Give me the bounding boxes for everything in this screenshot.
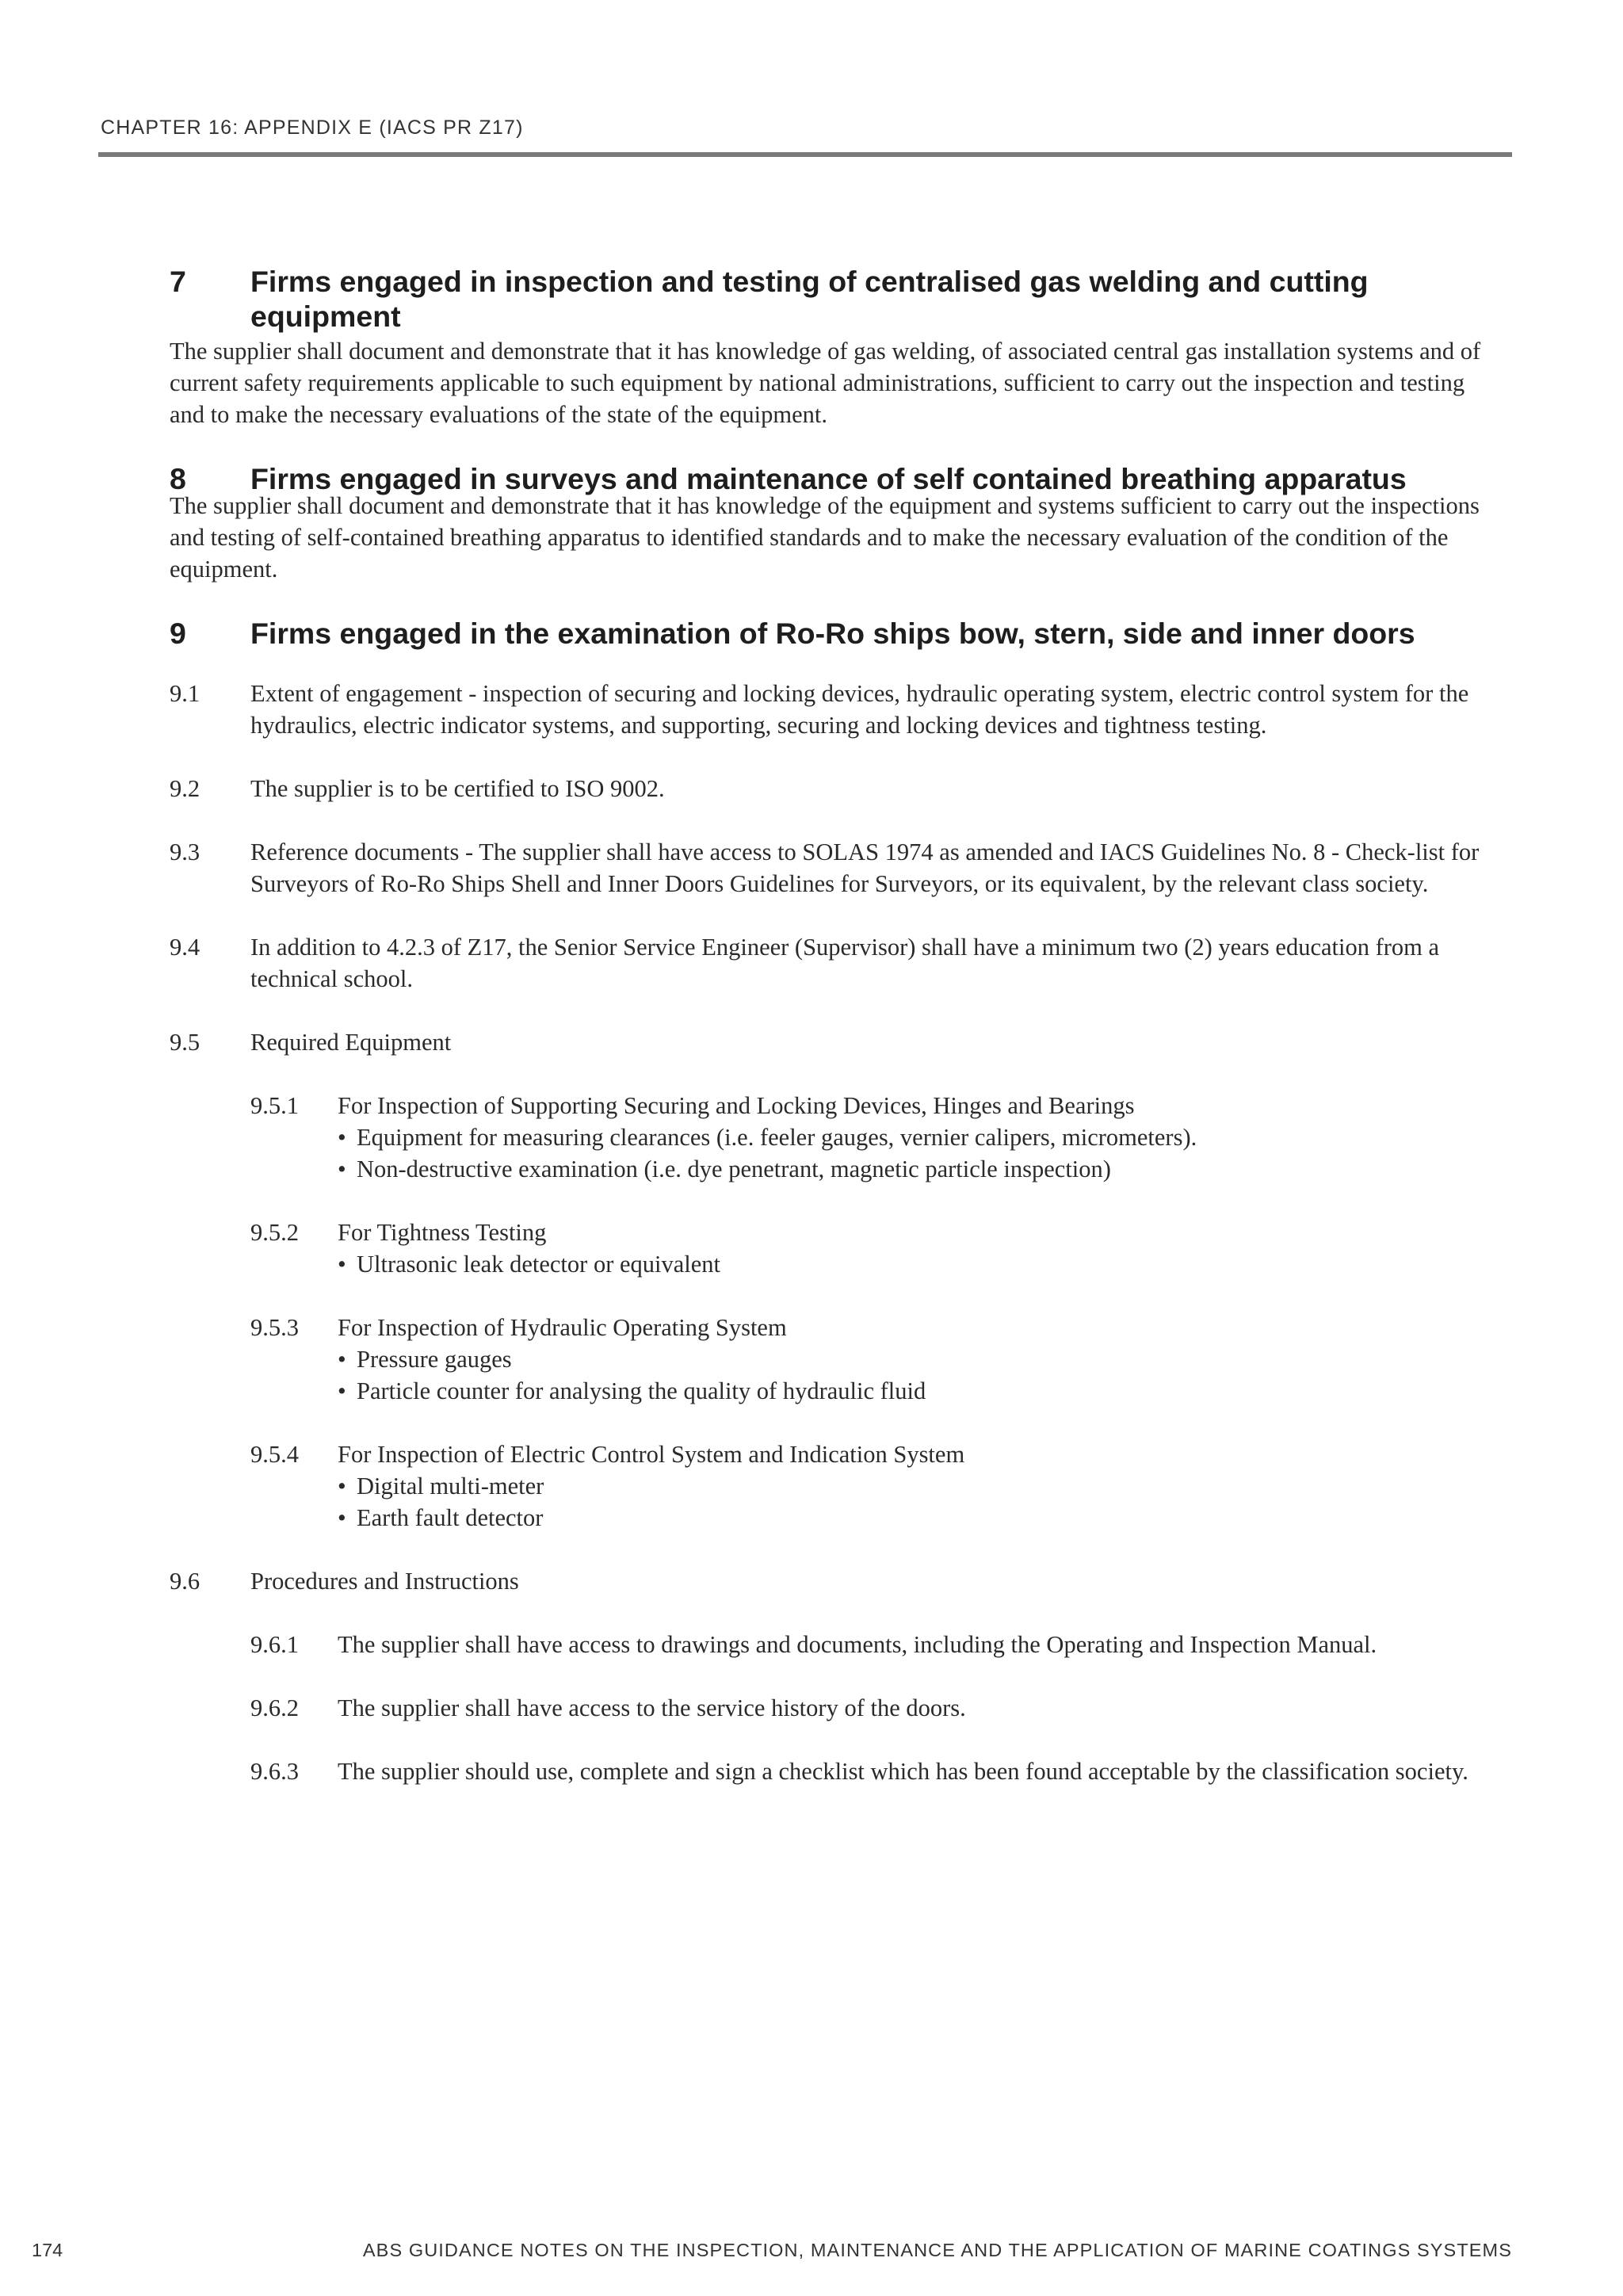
bullet-list [338,1470,1501,1534]
page-number: 174 [32,2240,63,2260]
sub-item [170,1438,1501,1534]
item-number: 9.1 [170,680,200,707]
sub-item [170,1090,1501,1185]
sub-item-number: 9.5.4 [250,1441,299,1468]
section-title: Firms engaged in the examination of Ro-Ro ships bow, stern, side and inner doors [250,617,1415,650]
sub-item-number: 9.5.2 [250,1219,299,1246]
item-number: 9.5 [170,1029,200,1056]
section-body: The supplier shall document and demonstrate that it has knowledge of gas welding, of associated central gas installation systems and of current safety requirements applicable to such equipment by national administrations, sufficient to carry out the inspection and testing and to make the necessary evaluations of the state of the equipment. [170,338,1481,428]
sub-item [170,1217,1501,1280]
sub-item [170,1692,1501,1724]
section-number: 9 [170,617,186,650]
section-heading [170,264,1501,334]
bullet-item: • Digital multi-meter [338,1470,1501,1502]
bullet-item: • Equipment for measuring clearances (i.e. feeler gauges, vernier calipers, micrometers). [338,1121,1501,1153]
bullet-list [338,1343,1501,1407]
item-text: Procedures and Instructions [250,1568,519,1595]
sub-item-text: For Inspection of Hydraulic Operating System [338,1314,787,1341]
section-title: Firms engaged in surveys and maintenance of self contained breathing apparatus [250,462,1407,495]
section-heading [170,461,1501,496]
section-number: 8 [170,462,186,495]
sub-item-text: The supplier shall have access to the service history of the doors. [338,1694,966,1721]
sub-item [170,1312,1501,1407]
section-title: Firms engaged in inspection and testing of centralised gas welding and cutting equipment [250,265,1369,333]
sub-item-text: The supplier should use, complete and sign a checklist which has been found acceptable by the classification society. [338,1758,1468,1785]
item-number: 9.3 [170,839,200,865]
sub-item-number: 9.6.3 [250,1758,299,1785]
item-text: Reference documents - The supplier shall have access to SOLAS 1974 as amended and IACS Guidelines No. 8 - Check-list for Surveyors of Ro-Ro Ships Shell and Inner Doors Guidelines for Surveyors, or its equivalent, by the relevant class society. [250,839,1480,897]
bullet-item: • Particle counter for analysing the quality of hydraulic fluid [338,1375,1501,1407]
bullet-item: • Non-destructive examination (i.e. dye penetrant, magnetic particle inspection) [338,1153,1501,1185]
sub-item-number: 9.5.1 [250,1092,299,1119]
sub-item-text: The supplier shall have access to drawings and documents, including the Operating and Inspection Manual. [338,1631,1377,1658]
item-text: Extent of engagement - inspection of securing and locking devices, hydraulic operating system, electric control system for the hydraulics, electric indicator systems, and supporting, securing and locking devices and tightness testing. [250,680,1469,739]
sub-item-number: 9.6.1 [250,1631,299,1658]
item-text: In addition to 4.2.3 of Z17, the Senior Service Engineer (Supervisor) shall have a minimum two (2) years education from a technical school. [250,934,1440,992]
header-rule [98,152,1512,157]
item-text: Required Equipment [250,1029,452,1056]
list-item [170,678,1501,741]
bullet-item: • Earth fault detector [338,1502,1501,1534]
section-heading [170,616,1501,651]
item-text: The supplier is to be certified to ISO 9002. [250,775,665,802]
sub-item [170,1755,1501,1787]
section-body: The supplier shall document and demonstrate that it has knowledge of the equipment and systems sufficient to carry out the inspections and testing of self-contained breathing apparatus to identified standards and to make the necessary evaluation of the condition of the equipment. [170,492,1480,583]
page-content [170,264,1501,1787]
bullet-item: • Ultrasonic leak detector or equivalent [338,1248,1501,1280]
bullet-list [338,1121,1501,1185]
item-number: 9.2 [170,775,200,802]
bullet-item: • Pressure gauges [338,1343,1501,1375]
section-number: 7 [170,265,186,298]
list-item [170,1026,1501,1058]
bullet-list [338,1248,1501,1280]
sub-item [170,1629,1501,1660]
list-item [170,773,1501,804]
item-number: 9.4 [170,934,200,961]
item-number: 9.6 [170,1568,200,1595]
list-item [170,931,1501,995]
sub-item-text: For Inspection of Supporting Securing and Locking Devices, Hinges and Bearings [338,1092,1135,1119]
sub-item-text: For Inspection of Electric Control System and Indication System [338,1441,965,1468]
list-item [170,1565,1501,1597]
footer-title: ABS GUIDANCE NOTES ON THE INSPECTION, MAINTENANCE AND THE APPLICATION OF MARINE COATINGS SYSTEMS [362,2240,1512,2260]
list-item [170,836,1501,900]
sub-item-number: 9.5.3 [250,1314,299,1341]
running-head: CHAPTER 16: APPENDIX E (IACS PR Z17) [101,117,524,139]
sub-item-text: For Tightness Testing [338,1219,547,1246]
sub-item-number: 9.6.2 [250,1694,299,1721]
